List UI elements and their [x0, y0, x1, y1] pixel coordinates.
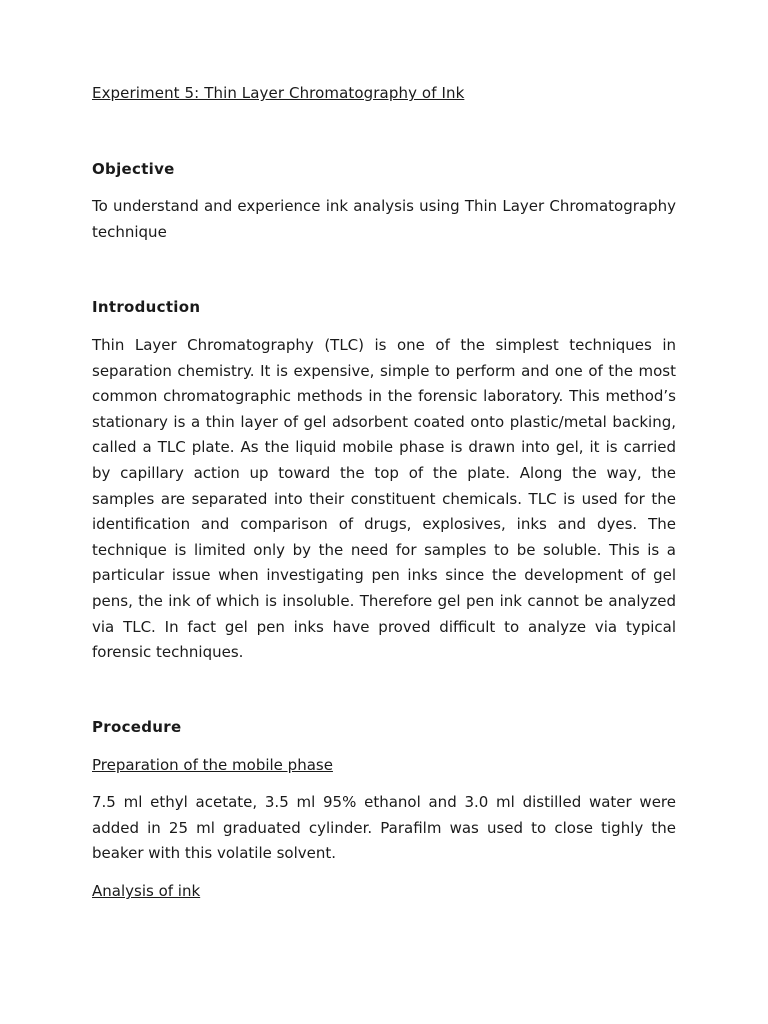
introduction-paragraph: Thin Layer Chromatography (TLC) is one of the simplest techniques in separation chemistry. It is expensive, simple to perform and one of the most common chromatographic methods in the forensic laboratory. This method’s stationary is a thin layer of gel adsorbent coated onto plastic/metal backing, called a TLC plate. As the liquid mobile phase is drawn into gel, it is carried by capillary action up toward the top of the plate. Along the way, the samples are separated into their constituent chemicals. TLC is used for the identification and comparison of drugs, explosives, inks and dyes. The technique is limited only by the need for samples to be soluble. This is a particular issue when investigating pen inks since the development of gel pens, the ink of which is insoluble. Therefore gel pen ink cannot be analyzed via TLC. In fact gel pen inks have proved difficult to analyze via typical forensic techniques. [92, 336, 676, 662]
mobile-phase-paragraph: 7.5 ml ethyl acetate, 3.5 ml 95% ethanol and 3.0 ml distilled water were added in 25 ml graduated cylinder. Parafilm was used to close tighly the beaker with this volatile solvent. [92, 793, 676, 863]
procedure-heading: Procedure [92, 718, 182, 736]
introduction-heading: Introduction [92, 298, 201, 316]
objective-paragraph: To understand and experience ink analysis using Thin Layer Chromatography technique [92, 197, 676, 241]
mobile-phase-subheading: Preparation of the mobile phase [92, 756, 333, 774]
analysis-of-ink-subheading: Analysis of ink [92, 882, 201, 900]
document-title: Experiment 5: Thin Layer Chromatography of Ink [92, 84, 465, 102]
objective-heading: Objective [92, 160, 175, 178]
